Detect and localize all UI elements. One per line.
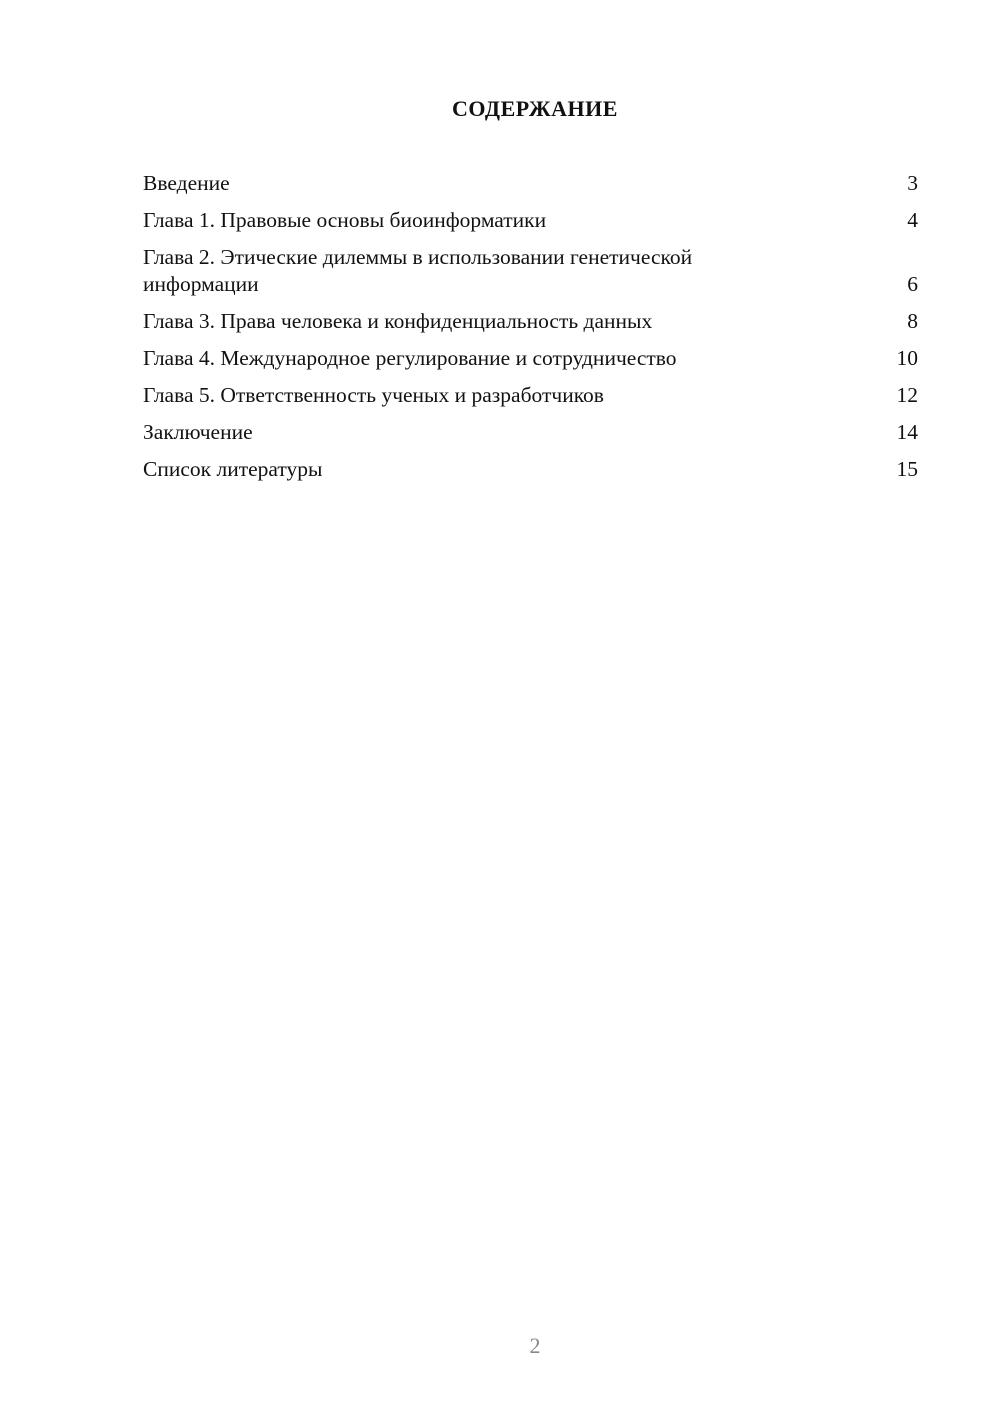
- toc-entry-chapter-3: [143, 308, 918, 335]
- toc-entry-label: Введение: [143, 171, 230, 195]
- toc-entry-label: Глава 4. Международное регулирование и сотрудничество: [143, 346, 677, 370]
- toc-entry-label: Список литературы: [143, 457, 323, 481]
- toc-entry-page: 10: [896, 346, 918, 370]
- toc-entry-page: 3: [907, 171, 918, 195]
- table-of-contents: [143, 170, 918, 493]
- toc-entry-page: 14: [896, 420, 918, 444]
- toc-entry-label: Глава 1. Правовые основы биоинформатики: [143, 208, 547, 232]
- toc-entry-label: Глава 5. Ответственность ученых и разработчиков: [143, 383, 604, 407]
- toc-entry-label: Заключение: [143, 420, 253, 444]
- page-title: СОДЕРЖАНИЕ: [452, 96, 618, 121]
- toc-entry-page: 12: [896, 383, 918, 407]
- toc-entry-bibliography: [143, 456, 918, 483]
- toc-entry-label: Глава 2. Этические дилеммы в использовании генетической информации: [143, 245, 693, 296]
- toc-entry-label: Глава 3. Права человека и конфиденциальность данных: [143, 309, 653, 333]
- toc-entry-chapter-5: [143, 382, 918, 409]
- toc-entry-page: 4: [907, 208, 918, 232]
- toc-entry-chapter-2: [143, 244, 918, 298]
- page-number: 2: [529, 1333, 541, 1358]
- toc-entry-conclusion: [143, 419, 918, 446]
- toc-entry-page: 8: [907, 309, 918, 333]
- toc-entry-introduction: [143, 170, 918, 197]
- toc-entry-chapter-1: [143, 207, 918, 234]
- toc-entry-page: 6: [907, 272, 918, 296]
- toc-entry-chapter-4: [143, 345, 918, 372]
- toc-entry-page: 15: [896, 457, 918, 481]
